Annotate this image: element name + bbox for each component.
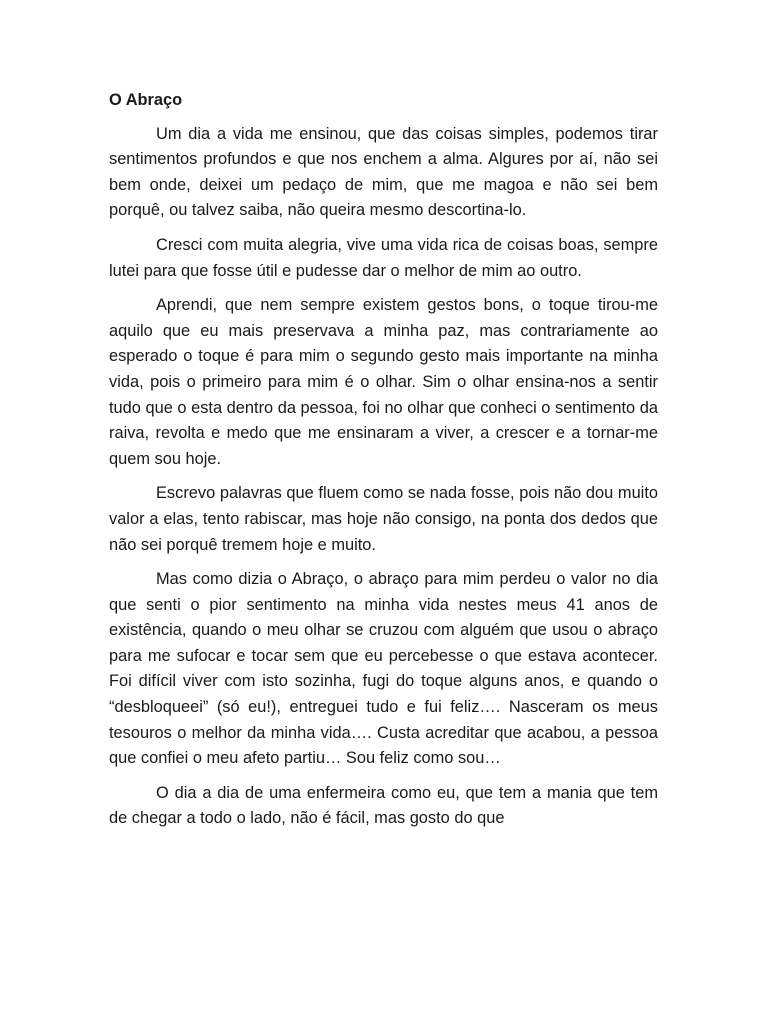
paragraph: Um dia a vida me ensinou, que das coisas simples, podemos tirar sentimentos profundos e que nos enchem a alma. Algures por aí, não sei bem onde, deixei um pedaço de mim, que me magoa e não sei bem porquê, ou talvez saiba, não queira mesmo descortina-lo. [109,124,658,220]
paragraph: O dia a dia de uma enfermeira como eu, que tem a mania que tem de chegar a todo o lado, não é fácil, mas gosto do que [109,783,658,828]
paragraph: Aprendi, que nem sempre existem gestos bons, o toque tirou-me aquilo que eu mais preservava a minha paz, mas contrariamente ao esperado o toque é para mim o segundo gesto mais importante na minha vida, pois o primeiro para mim é o olhar. Sim o olhar ensina-nos a sentir tudo que o esta dentro da pessoa, foi no olhar que conheci o sentimento da raiva, revolta e medo que me ensinaram a viver, a crescer e a tornar-me quem sou hoje. [109,296,658,468]
paragraph: Mas como dizia o Abraço, o abraço para mim perdeu o valor no dia que senti o pior sentimento na minha vida nestes meus 41 anos de existência, quando o meu olhar se cruzou com alguém que usou o abraço para me sufocar e tocar sem que eu percebesse o que estava acontecer. Foi difícil viver com isto sozinha, fugi do toque alguns anos, e quando o “desbloqueei” (só eu!), entreguei tudo e fui feliz…. Nasceram os meus tesouros o melhor da minha vida…. Custa acreditar que acabou, a pessoa que confiei o meu afeto partiu… Sou feliz como sou… [109,570,658,768]
document-body [109,88,658,841]
paragraph: Escrevo palavras que fluem como se nada fosse, pois não dou muito valor a elas, tento rabiscar, mas hoje não consigo, na ponta dos dedos que não sei porquê tremem hoje e muito. [109,484,658,554]
paragraph: Cresci com muita alegria, vive uma vida rica de coisas boas, sempre lutei para que fosse útil e pudesse dar o melhor de mim ao outro. [109,235,658,280]
document-title: O Abraço [109,91,183,109]
